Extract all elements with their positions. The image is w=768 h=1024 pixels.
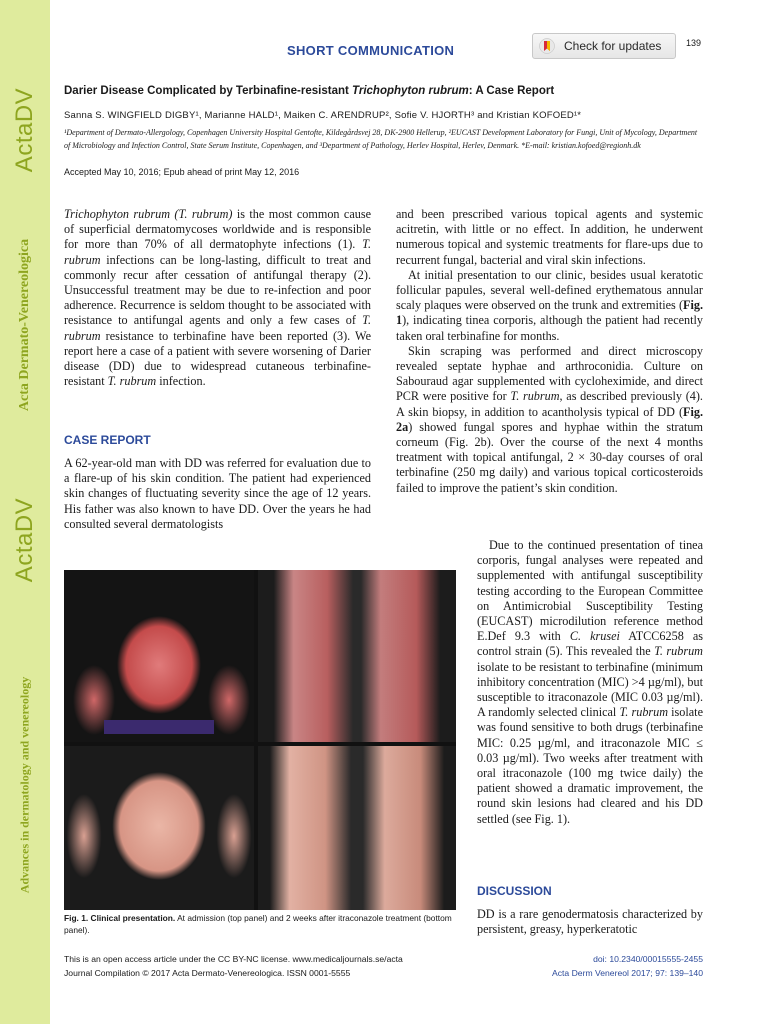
figure-caption: Fig. 1. Clinical presentation. At admission (top panel) and 2 weeks after itraconazole treatment (bottom panel).	[64, 913, 452, 935]
photo-legs-after-treatment	[258, 746, 456, 910]
citation-line: Acta Derm Venereol 2017; 97: 139–140	[552, 968, 703, 978]
journal-subtitle-vertical: Advances in dermatology and venereology	[17, 676, 32, 894]
article-title: Darier Disease Complicated by Terbinafine-resistant Trichophyton rubrum: A Case Report	[64, 85, 555, 97]
footer-license	[64, 952, 403, 980]
doi-link[interactable]: doi: 10.2340/00015555-2455	[593, 954, 703, 964]
affiliations: ¹Department of Dermato-Allergology, Copenhagen University Hospital Gentofte, Kildegårdsvej 28, DK-2900 Hellerup, ²EUCAST Development Laboratory for Fungi, Unit of Mycology, Department of Microbiology and Infection Control, State Serum Institute, Copenhagen, and ³Department of Pathology, Herlev Hospital, Herlev, Denmark. *E-mail: kristian.kofoed@regionh.dk	[64, 128, 698, 150]
discussion-heading: DISCUSSION	[477, 884, 552, 898]
case-report-paragraph: A 62-year-old man with DD was referred for evaluation due to a flare-up of his skin condition. The patient had experienced skin changes of fluctuating severity since the age of 12 years. His father was also known to have DD. Over the years he had consulted several dermatologists	[64, 456, 371, 531]
license-line[interactable]: This is an open access article under the CC BY-NC license. www.medicaljournals.se/acta	[64, 954, 403, 964]
case-report-heading: CASE REPORT	[64, 433, 151, 447]
compilation-line: Journal Compilation © 2017 Acta Dermato-Venereologica. ISSN 0001-5555	[64, 968, 351, 978]
check-for-updates-label: Check for updates	[564, 39, 662, 53]
discussion-paragraph: DD is a rare genodermatosis characterized by persistent, greasy, hyperkeratotic	[477, 907, 703, 937]
column-two-text: and been prescribed various topical agents and systemic acitretin, with little or no effect. In addition, he underwent numerous topical and systemic treatments for flare-ups due to recurrent fungal, bacterial and viral skin infections. At initial presentation to our clinic, besides usual keratotic follicular papules, several well-defined erythematous annular scaly plaques were observed on the trunk and extremities (Fig. 1), indicating tinea corporis, although the patient had recently taken oral terbinafine for months. Skin scraping was performed and direct microscopy revealed septate hyphae and arthroconidia. Culture on Sabouraud agar supplemented with cycloheximide, and direct PCR were positive for T. rubrum, as described previously (4). A skin biopsy, in addition to acantholysis typical of DD (Fig. 2a) showed fungal spores and hyphae within the stratum corneum (Fig. 2b). Over the course of the next 4 months treatment with topical antifungal, 2 × 30-day courses of oral terbinafine (250 mg daily) and various topical corticosteroids failed to improve the patient’s skin condition.	[396, 207, 703, 495]
journal-side-band	[0, 0, 50, 1024]
clinical-figure	[64, 570, 456, 910]
accepted-date: Accepted May 10, 2016; Epub ahead of print May 12, 2016	[64, 167, 300, 177]
photo-trunk-after-treatment	[64, 746, 254, 910]
author-list: Sanna S. WINGFIELD DIGBY¹, Marianne HALD¹, Maiken C. ARENDRUP², Sofie V. HJORTH³ and Kristian KOFOED¹*	[64, 110, 582, 121]
brand-logo-middle: ActaDV	[11, 497, 38, 583]
photo-trunk-admission	[64, 570, 254, 742]
brand-logo-top: ActaDV	[11, 87, 38, 173]
section-label: SHORT COMMUNICATION	[287, 43, 455, 58]
page-number: 139	[686, 38, 702, 48]
bookmark-icon	[539, 38, 555, 54]
susceptibility-paragraph: Due to the continued presentation of tinea corporis, fungal analyses were repeated and supplemented with antifungal susceptibility testing according to the European Committee on Antimicrobial Susceptibility Testing (EUCAST) microdilution reference method E.Def 9.3 with C. krusei ATCC6258 as control strain (5). This revealed the T. rubrum isolate to be resistant to terbinafine (minimum inhibitory concentration (MIC) >4 µg/ml), but susceptible to itraconazole (MIC 0.03 µg/ml). A randomly selected clinical T. rubrum isolate was found sensitive to both drugs (terbinafine MIC: 0.25 µg/ml, and itraconazole MIC ≤ 0.03 µg/ml). Two weeks after treatment with oral itraconazole (100 mg twice daily) the patient showed a dramatic improvement, the round skin lesions had cleared and his DD settled (see Fig. 1).	[477, 538, 703, 826]
intro-paragraph: Trichophyton rubrum (T. rubrum) is the most common cause of superficial dermatomycoses worldwide and is responsible for more than 70% of all dermatophyte infections (1). T. rubrum infections can be long-lasting, difficult to treat and commonly recur after cessation of antifungal therapy (2). Unsuccessful treatment may be due to re-infection and poor adherence. Recurrence is seldom thought to be associated with resistance to antifungal agents and only a few cases of T. rubrum resistance to terbinafine have been reported (3). We report here a case of a patient with severe worsening of Darier disease (DD) due to widespread cutaneous terbinafine-resistant T. rubrum infection.	[64, 207, 371, 389]
journal-name-vertical: Acta Dermato-Venereologica	[17, 238, 32, 412]
check-for-updates-button[interactable]	[532, 33, 676, 59]
photo-legs-admission	[258, 570, 456, 742]
footer-citation	[552, 952, 703, 980]
